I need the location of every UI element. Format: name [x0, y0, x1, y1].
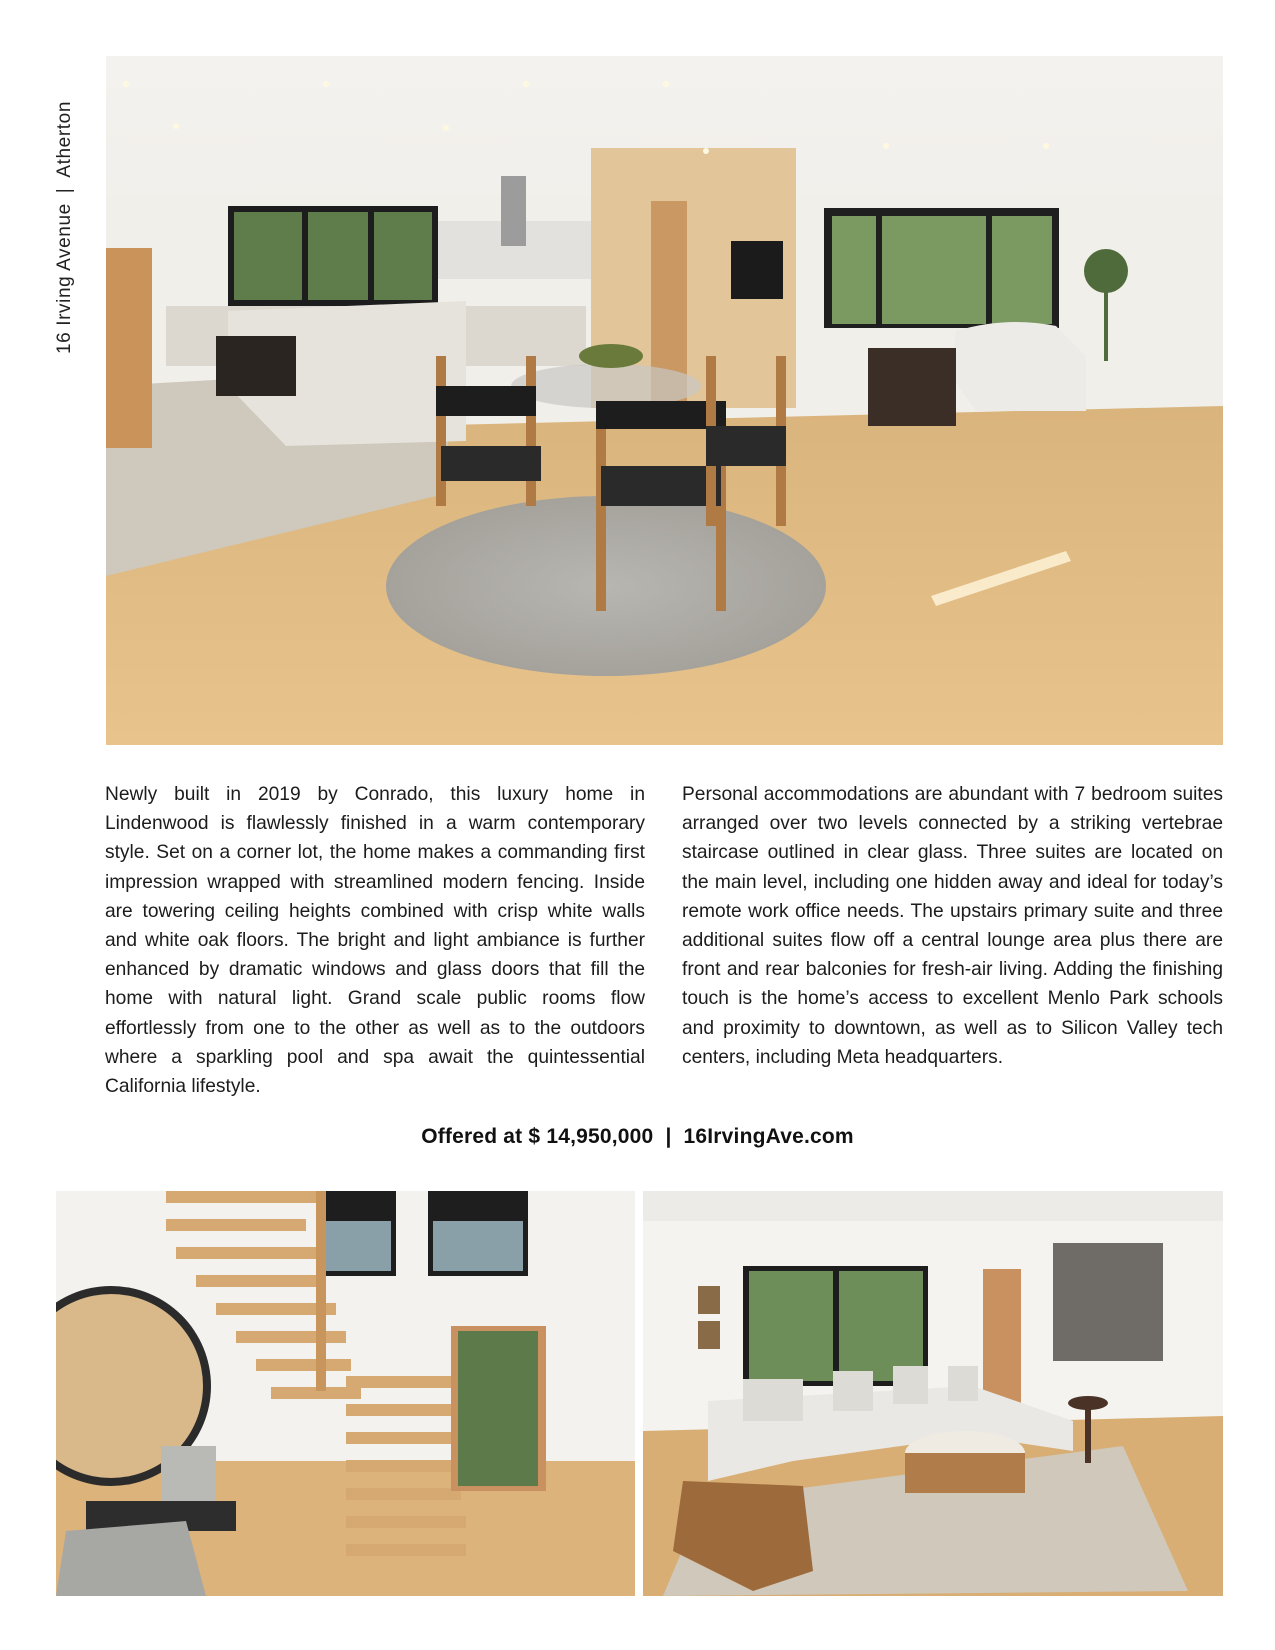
offer-line [0, 1125, 1275, 1149]
offer-separator: | [665, 1125, 672, 1148]
address-label: 16 Irving Avenue [54, 203, 75, 354]
living-room-photo [643, 1191, 1223, 1596]
description-right: Personal accommodations are abundant with 7 bedroom suites arranged over two levels connected by a striking vertebrae staircase outlined in clear glass. Three suites are located on the main level, including one hidden away and ideal for today’s remote work office needs. The upstairs primary suite and three additional suites flow off a central lounge area plus there are front and rear balconies for fresh-air living. Adding the finishing touch is the home’s access to excellent Menlo Park schools and proximity to downtown, as well as to Silicon Valley tech centers, including Meta headquarters. [682, 784, 1223, 1068]
side-label-separator: | [54, 187, 75, 194]
staircase-photo [56, 1191, 635, 1596]
website-link[interactable]: 16IrvingAve.com [683, 1125, 854, 1148]
living-room-illustration [643, 1191, 1223, 1596]
side-label [52, 54, 78, 354]
side-label-text [52, 54, 78, 354]
kitchen-dining-illustration [106, 56, 1223, 745]
description-left: Newly built in 2019 by Conrado, this luxury home in Lindenwood is flawlessly finished in a warm contemporary style. Set on a corner lot, the home makes a commanding first impression wrapped with streamlined modern fencing. Inside are towering ceiling heights combined with crisp white walls and white oak floors. The bright and light ambiance is further enhanced by dramatic windows and glass doors that fill the home with natural light. Grand scale public rooms flow effortlessly from one to the other as well as to the outdoors where a sparkling pool and spa await the quintessential California lifestyle. [105, 784, 645, 1098]
kitchen-dining-photo [106, 56, 1223, 745]
city-label: Atherton [54, 101, 75, 178]
staircase-illustration [56, 1191, 635, 1596]
price-text: Offered at $ 14,950,000 [421, 1125, 654, 1148]
